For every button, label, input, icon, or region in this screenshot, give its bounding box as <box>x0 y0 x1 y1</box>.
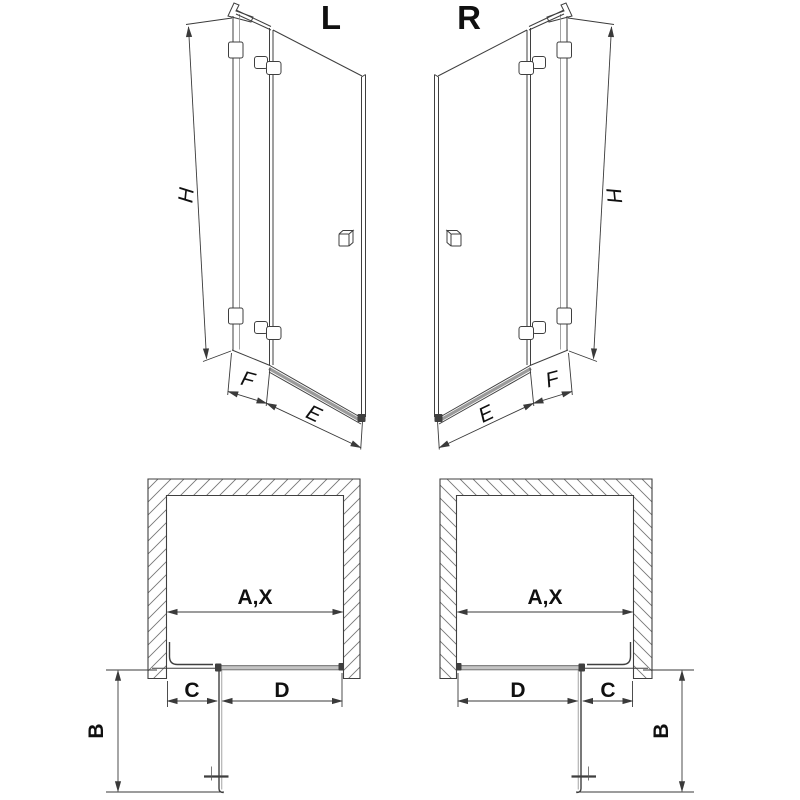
plan-view-left-geometry <box>106 479 360 793</box>
dim-label-b-right: B <box>650 723 673 739</box>
labels-layer <box>85 0 673 739</box>
dim-label-c-left: C <box>184 679 200 702</box>
dim-label-door-width-left: E <box>302 400 325 428</box>
dim-label-opening-left: A,X <box>237 586 273 609</box>
variant-label-left: L <box>320 0 342 36</box>
dim-label-height-right: H <box>601 186 626 205</box>
dim-label-c-right: C <box>600 679 616 702</box>
dim-label-opening-right: A,X <box>527 586 563 609</box>
front-view-left-geometry <box>186 3 366 450</box>
dim-label-door-width-right: E <box>475 400 498 428</box>
dim-label-height-left: H <box>174 186 199 205</box>
dim-label-b-left: B <box>85 723 108 739</box>
dim-label-d-right: D <box>510 679 526 702</box>
dim-label-fixed-width-right: F <box>543 366 562 393</box>
dim-label-d-left: D <box>274 679 290 702</box>
variant-label-right: R <box>457 0 481 36</box>
plan-view-right-geometry <box>440 479 694 793</box>
front-view-right-geometry <box>435 3 615 450</box>
dim-label-fixed-width-left: F <box>238 366 257 393</box>
